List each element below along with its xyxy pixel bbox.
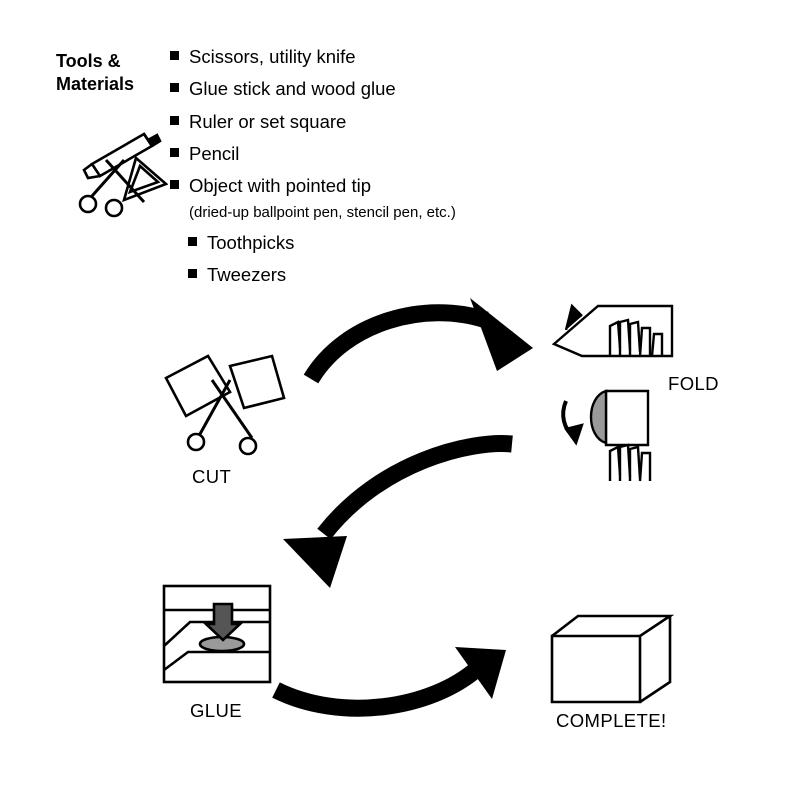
bullet-icon bbox=[170, 51, 179, 60]
step-label-cut: CUT bbox=[192, 466, 232, 487]
tools-materials-heading-line2: Materials bbox=[56, 73, 135, 94]
arrow-cut-to-fold bbox=[311, 298, 533, 379]
list-item bbox=[170, 173, 590, 199]
list-item bbox=[188, 262, 590, 288]
bullet-icon bbox=[188, 269, 197, 278]
glue-applying-icon bbox=[160, 582, 275, 687]
list-item-label: Ruler or set square bbox=[189, 110, 347, 132]
list-item-label: Object with pointed tip bbox=[189, 175, 372, 197]
list-item-note: (dried-up ballpoint pen, stencil pen, etc.) bbox=[189, 204, 456, 222]
list-item-label: Glue stick and wood glue bbox=[189, 78, 396, 100]
list-item-label: Pencil bbox=[189, 142, 240, 164]
list-item-label: Toothpicks bbox=[207, 231, 295, 253]
tools-materials-list bbox=[170, 44, 590, 294]
hands-folding-paper-icon bbox=[552, 300, 677, 370]
arrow-fold-to-glue bbox=[283, 444, 512, 588]
list-item bbox=[170, 44, 590, 70]
bullet-icon bbox=[188, 237, 197, 246]
list-item-label: Tweezers bbox=[207, 263, 287, 285]
bullet-icon bbox=[170, 148, 179, 157]
list-item bbox=[170, 141, 590, 167]
list-item bbox=[170, 109, 590, 135]
step-label-complete: COMPLETE! bbox=[556, 710, 667, 731]
list-item bbox=[188, 230, 590, 256]
scissors-cutting-paper-icon bbox=[160, 350, 290, 460]
step-label-glue: GLUE bbox=[190, 700, 242, 721]
tools-materials-heading-line1: Tools & bbox=[56, 51, 121, 71]
bullet-icon bbox=[170, 83, 179, 92]
finished-paper-box-icon bbox=[548, 612, 678, 707]
list-item bbox=[170, 76, 590, 102]
step-label-fold: FOLD bbox=[668, 373, 719, 394]
list-item-label: Scissors, utility knife bbox=[189, 46, 356, 67]
hand-folding-flap-icon bbox=[552, 385, 662, 485]
bullet-icon bbox=[170, 116, 179, 125]
scissors-ruler-pencil-icon bbox=[48, 112, 168, 222]
arrow-glue-to-complete bbox=[276, 647, 506, 708]
bullet-icon bbox=[170, 180, 179, 189]
tools-materials-heading bbox=[56, 50, 166, 95]
